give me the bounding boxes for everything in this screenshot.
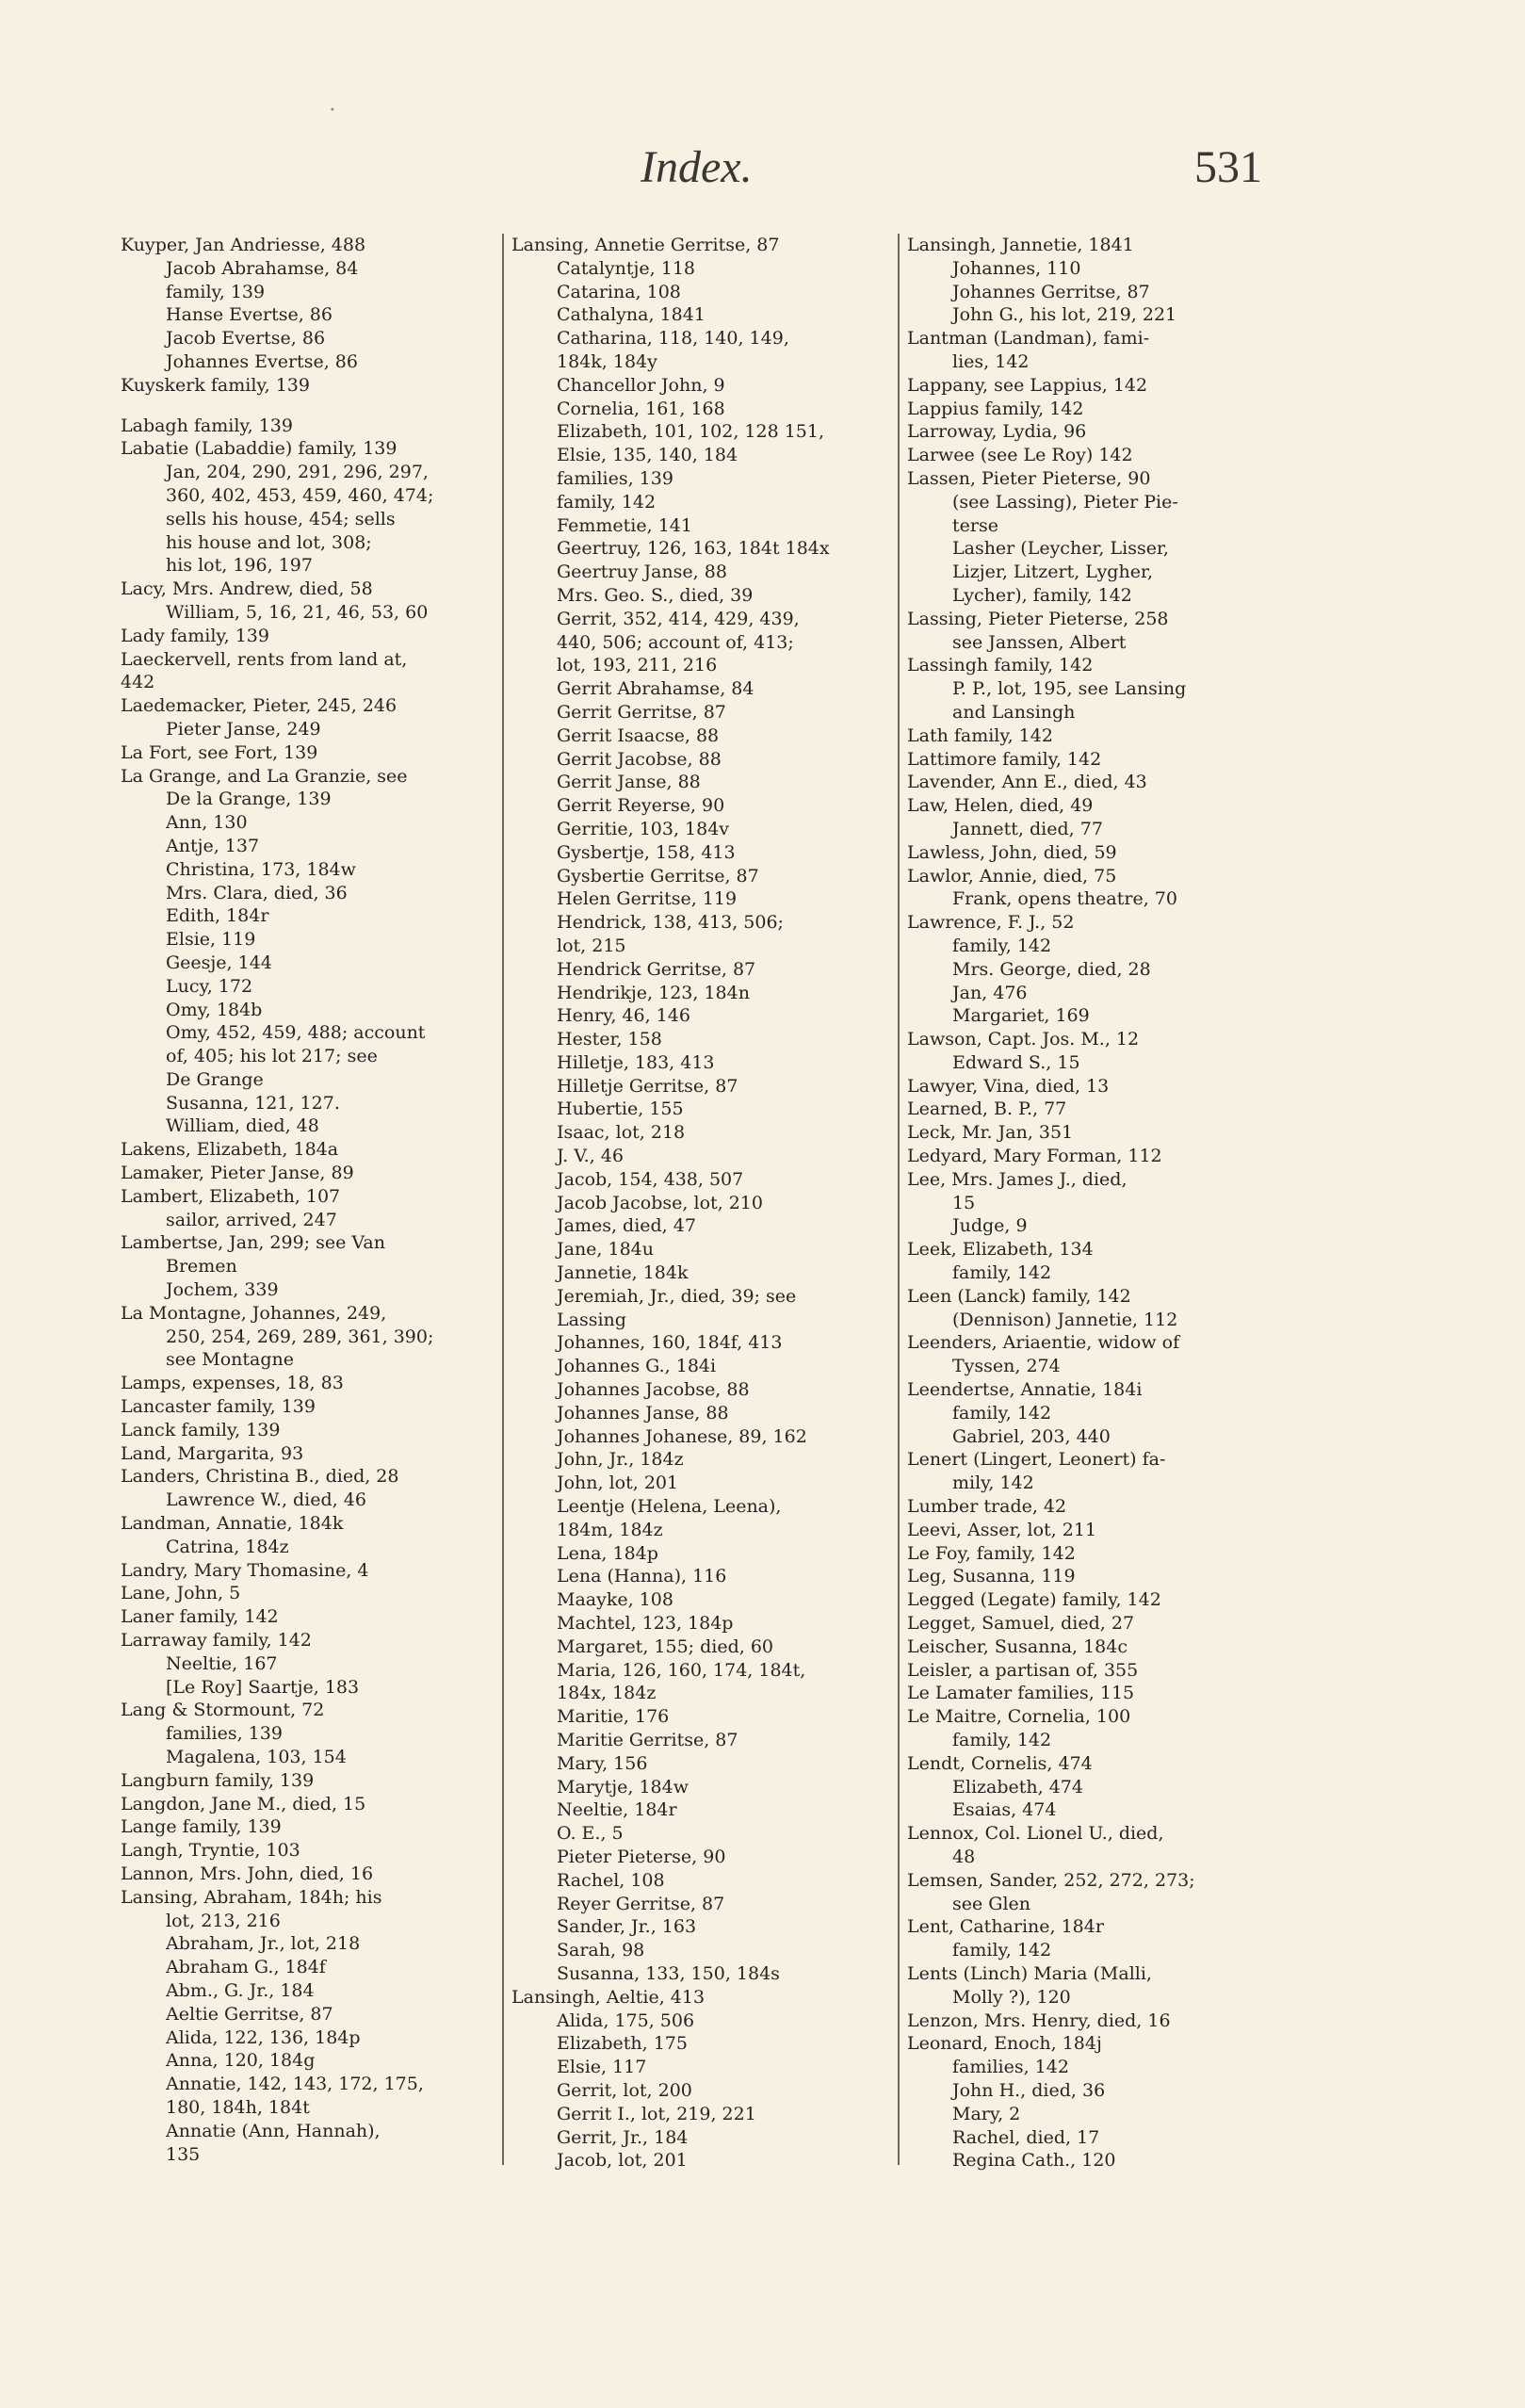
index-subentry: 135 <box>166 2143 201 2165</box>
index-entry: Legged (Legate) family, 142 <box>907 1589 1161 1611</box>
index-entry: Laedemacker, Pieter, 245, 246 <box>121 695 397 717</box>
index-entry: Legget, Samuel, died, 27 <box>907 1613 1135 1635</box>
index-entry: Lane, John, 5 <box>121 1583 241 1604</box>
index-subentry: family, 142 <box>952 1730 1052 1750</box>
index-subentry: Sarah, 98 <box>557 1940 645 1961</box>
index-subentry: Johannes Johanese, 89, 162 <box>557 1425 807 1447</box>
index-subentry: Maayke, 108 <box>557 1589 673 1611</box>
index-entry: Law, Helen, died, 49 <box>907 795 1094 817</box>
index-subentry: Lawrence W., died, 46 <box>166 1489 366 1511</box>
index-subentry: Elsie, 135, 140, 184 <box>557 445 738 466</box>
index-subentry: Margariet, 169 <box>952 1005 1090 1027</box>
index-subentry: Helen Gerritse, 119 <box>557 888 738 910</box>
index-entry: Laner family, 142 <box>121 1606 279 1628</box>
index-column-3 <box>907 234 1284 2172</box>
index-entry: La Fort, see Fort, 139 <box>121 741 318 763</box>
index-entry: Leenders, Ariaentie, widow of <box>907 1332 1180 1354</box>
index-subentry: Alida, 122, 136, 184p <box>166 2026 361 2048</box>
index-entry: 442 <box>121 672 155 693</box>
index-entry: Lenert (Lingert, Leonert) fa- <box>907 1449 1166 1471</box>
index-subentry: Jannett, died, 77 <box>952 818 1103 839</box>
index-entry: Leek, Elizabeth, 134 <box>907 1239 1094 1261</box>
index-subentry: John G., his lot, 219, 221 <box>952 304 1177 326</box>
index-entry: Leg, Susanna, 119 <box>907 1566 1076 1587</box>
index-subentry: Edith, 184r <box>166 905 269 927</box>
index-entry: Lawyer, Vina, died, 13 <box>907 1075 1110 1097</box>
index-subentry: Mrs. Geo. S., died, 39 <box>557 584 754 606</box>
index-subentry: Molly ?), 120 <box>952 1986 1071 2008</box>
index-subentry: Rachel, died, 17 <box>952 2126 1100 2148</box>
index-subentry: Chancellor John, 9 <box>557 374 725 396</box>
index-subentry: Elizabeth, 175 <box>557 2033 688 2055</box>
index-subentry: Gerrit Gerritse, 87 <box>557 701 726 723</box>
index-subentry: Bremen <box>166 1256 237 1277</box>
index-subentry: Jane, 184u <box>557 1239 655 1261</box>
index-subentry: Lasher (Leycher, Lisser, <box>952 538 1169 560</box>
index-subentry: Magalena, 103, 154 <box>166 1747 347 1767</box>
index-subentry: his house and lot, 308; <box>166 531 372 553</box>
index-subentry: of, 405; his lot 217; see <box>166 1046 378 1067</box>
index-subentry: 184x, 184z <box>557 1683 657 1704</box>
index-entry: Leischer, Susanna, 184c <box>907 1635 1128 1657</box>
index-subentry: Jacob, 154, 438, 507 <box>557 1168 744 1190</box>
index-subentry: Hendrikje, 123, 184n <box>557 982 750 1003</box>
index-subentry: Elizabeth, 101, 102, 128 151, <box>557 421 825 443</box>
index-subentry: Lassing <box>557 1309 626 1330</box>
index-subentry: 15 <box>952 1192 976 1213</box>
index-entry: La Montagne, Johannes, 249, <box>121 1302 387 1324</box>
index-subentry: Mary, 2 <box>952 2103 1021 2124</box>
index-subentry: Rachel, 108 <box>557 1869 665 1891</box>
index-entry: Lemsen, Sander, 252, 272, 273; <box>907 1869 1195 1891</box>
index-entry: Leisler, a partisan of, 355 <box>907 1659 1139 1681</box>
index-subentry: John, lot, 201 <box>557 1472 679 1494</box>
index-subentry: Abraham, Jr., lot, 218 <box>166 1933 361 1955</box>
index-subentry: Ann, 130 <box>166 812 248 834</box>
index-entry: Le Foy, family, 142 <box>907 1542 1076 1564</box>
index-subentry: Hilletje Gerritse, 87 <box>557 1075 738 1097</box>
index-entry: La Grange, and La Granzie, see <box>121 765 408 787</box>
index-subentry: William, died, 48 <box>166 1115 319 1137</box>
index-subentry: Gerrit Janse, 88 <box>557 772 701 793</box>
index-entry: Le Lamater families, 115 <box>907 1683 1135 1704</box>
index-subentry: O. E., 5 <box>557 1823 624 1845</box>
running-title: Index. <box>641 142 753 192</box>
index-subentry: families, 139 <box>557 467 673 489</box>
index-subentry: Hendrick Gerritse, 87 <box>557 958 756 980</box>
index-entry: Larraway family, 142 <box>121 1630 312 1651</box>
index-subentry: Jan, 204, 290, 291, 296, 297, <box>166 462 429 483</box>
index-subentry: Jacob, lot, 201 <box>557 2150 688 2172</box>
index-subentry: Geertruy, 126, 163, 184t 184x <box>557 538 830 560</box>
index-subentry: Annatie (Ann, Hannah), <box>166 2120 381 2141</box>
index-entry: Lansing, Annetie Gerritse, 87 <box>511 235 780 255</box>
index-entry: Lansing, Abraham, 184h; his <box>121 1886 382 1908</box>
index-subentry: Abraham G., 184f <box>166 1957 326 1978</box>
index-subentry: see Montagne <box>166 1349 295 1371</box>
index-subentry: Gerrit, Jr., 184 <box>557 2126 689 2148</box>
index-subentry: Maria, 126, 160, 174, 184t, <box>557 1659 806 1681</box>
index-subentry: Tyssen, 274 <box>952 1356 1061 1377</box>
index-entry: Landman, Annatie, 184k <box>121 1513 344 1535</box>
index-subentry: Lucy, 172 <box>166 975 253 997</box>
index-entry: Lambertse, Jan, 299; see Van <box>121 1232 385 1254</box>
index-subentry: lot, 213, 216 <box>166 1910 281 1931</box>
index-subentry: Judge, 9 <box>952 1215 1028 1237</box>
index-subentry: 250, 254, 269, 289, 361, 390; <box>166 1326 434 1347</box>
index-subentry: Omy, 184b <box>166 999 263 1020</box>
index-entry: Lanck family, 139 <box>121 1419 281 1440</box>
index-subentry: Sander, Jr., 163 <box>557 1916 697 1938</box>
index-subentry: Alida, 175, 506 <box>557 2009 695 2031</box>
index-subentry: De Grange <box>166 1068 264 1090</box>
index-entry: Lent, Catharine, 184r <box>907 1916 1104 1938</box>
index-subentry: lies, 142 <box>952 350 1030 372</box>
index-subentry: Jan, 476 <box>952 982 1028 1003</box>
index-entry: Lawson, Capt. Jos. M., 12 <box>907 1029 1140 1050</box>
index-subentry: Geesje, 144 <box>166 952 272 973</box>
index-subentry: 180, 184h, 184t <box>166 2096 310 2118</box>
index-entry: Lawrence, F. J., 52 <box>907 912 1075 934</box>
index-entry: Langdon, Jane M., died, 15 <box>121 1793 366 1814</box>
index-subentry: Johannes Jacobse, 88 <box>557 1379 750 1401</box>
index-subentry: Gysbertje, 158, 413 <box>557 841 736 863</box>
index-subentry: Geertruy Janse, 88 <box>557 561 727 583</box>
index-subentry: Elizabeth, 474 <box>952 1776 1083 1798</box>
index-subentry: Frank, opens theatre, 70 <box>952 888 1177 910</box>
index-entry: Learned, B. P., 77 <box>907 1098 1067 1120</box>
index-entry: Lassen, Pieter Pieterse, 90 <box>907 467 1151 489</box>
index-subentry: Annatie, 142, 143, 172, 175, <box>166 2074 424 2095</box>
index-subentry: John, Jr., 184z <box>557 1449 684 1471</box>
index-subentry: Johannes Gerritse, 87 <box>952 281 1150 302</box>
index-subentry: families, 139 <box>166 1723 283 1745</box>
index-entry: Lange family, 139 <box>121 1816 282 1838</box>
index-entry: Leendertse, Annatie, 184i <box>907 1379 1143 1401</box>
index-entry: Larwee (see Le Roy) 142 <box>907 445 1133 466</box>
index-subentry: Gerrit, 352, 414, 429, 439, <box>557 608 800 629</box>
index-entry: Leonard, Enoch, 184j <box>907 2033 1102 2055</box>
index-entry: Lavender, Ann E., died, 43 <box>907 772 1147 793</box>
index-subentry: sailor, arrived, 247 <box>166 1209 337 1230</box>
index-subentry: 48 <box>952 1846 976 1867</box>
index-subentry: 360, 402, 453, 459, 460, 474; <box>166 484 434 506</box>
index-subentry: Pieter Pieterse, 90 <box>557 1846 726 1867</box>
index-entry: Leevi, Asser, lot, 211 <box>907 1519 1097 1540</box>
index-subentry: Lycher), family, 142 <box>952 584 1132 606</box>
index-subentry: Gerritie, 103, 184v <box>557 818 730 839</box>
index-subentry: Esaias, 474 <box>952 1799 1057 1821</box>
index-subentry: Hester, 158 <box>557 1029 662 1050</box>
index-entry: Kuyper, Jan Andriesse, 488 <box>121 235 366 255</box>
index-subentry: and Lansingh <box>952 701 1076 723</box>
index-subentry: Maritie Gerritse, 87 <box>557 1730 738 1750</box>
index-subentry: Mary, 156 <box>557 1752 648 1774</box>
index-column-1 <box>121 234 497 2166</box>
index-entry: Lassingh family, 142 <box>907 655 1094 676</box>
index-entry: Lady family, 139 <box>121 625 269 646</box>
index-subentry: Margaret, 155; died, 60 <box>557 1635 774 1657</box>
column-rule <box>898 234 900 2165</box>
index-subentry: Neeltie, 184r <box>557 1799 677 1821</box>
index-subentry: Hendrick, 138, 413, 506; <box>557 912 784 934</box>
index-subentry: Johannes, 110 <box>952 257 1081 279</box>
index-subentry: Neeltie, 167 <box>166 1652 278 1674</box>
index-subentry: Abm., G. Jr., 184 <box>166 1979 315 2001</box>
index-entry: Lantman (Landman), fami- <box>907 328 1150 350</box>
index-subentry: Machtel, 123, 184p <box>557 1613 734 1635</box>
index-subentry: P. P., lot, 195, see Lansing <box>952 678 1187 700</box>
index-subentry: Gerrit Reyerse, 90 <box>557 795 725 817</box>
index-subentry: Gerrit Isaacse, 88 <box>557 724 720 746</box>
index-entry: Le Maitre, Cornelia, 100 <box>907 1706 1131 1728</box>
index-subentry: (Dennison) Jannetie, 112 <box>952 1309 1178 1330</box>
index-subentry: his lot, 196, 197 <box>166 555 313 577</box>
index-subentry: lot, 193, 211, 216 <box>557 655 718 676</box>
index-entry: Lath family, 142 <box>907 724 1053 746</box>
index-subentry: John H., died, 36 <box>952 2079 1106 2101</box>
index-subentry: Catharina, 118, 140, 149, <box>557 328 789 350</box>
index-entry: Lennox, Col. Lionel U., died, <box>907 1823 1164 1845</box>
index-subentry: sells his house, 454; sells <box>166 508 396 529</box>
index-subentry: family, 142 <box>952 1262 1052 1284</box>
index-subentry: Jacob Evertse, 86 <box>166 328 326 350</box>
index-entry: Lansingh, Jannetie, 1841 <box>907 235 1134 255</box>
index-subentry: 440, 506; account of, 413; <box>557 631 794 653</box>
index-subentry: Susanna, 133, 150, 184s <box>557 1962 780 1984</box>
index-subentry: Jacob Abrahamse, 84 <box>166 257 359 279</box>
index-subentry: Maritie, 176 <box>557 1706 670 1728</box>
index-subentry: Gerrit Jacobse, 88 <box>557 748 722 770</box>
index-subentry: Jacob Jacobse, lot, 210 <box>557 1192 763 1213</box>
index-subentry: Regina Cath., 120 <box>952 2150 1116 2172</box>
index-subentry: Lena, 184p <box>557 1542 658 1564</box>
index-entry: Lappany, see Lappius, 142 <box>907 374 1148 396</box>
index-entry: Lacy, Mrs. Andrew, died, 58 <box>121 578 373 600</box>
index-subentry: Jeremiah, Jr., died, 39; see <box>557 1285 797 1307</box>
index-subentry: Hanse Evertse, 86 <box>166 304 333 326</box>
index-entry: Laeckervell, rents from land at, <box>121 648 408 670</box>
index-subentry: see Glen <box>952 1893 1031 1914</box>
index-entry: Leck, Mr. Jan, 351 <box>907 1122 1074 1144</box>
index-entry: Lang & Stormount, 72 <box>121 1700 325 1721</box>
index-entry: Lawlor, Annie, died, 75 <box>907 865 1117 887</box>
index-subentry: Gerrit, lot, 200 <box>557 2079 692 2101</box>
index-subentry: Edward S., 15 <box>952 1051 1080 1073</box>
index-subentry: Henry, 46, 146 <box>557 1005 690 1027</box>
index-subentry: family, 142 <box>952 1940 1052 1961</box>
index-entry: Lannon, Mrs. John, died, 16 <box>121 1863 374 1884</box>
index-entry: Landers, Christina B., died, 28 <box>121 1466 399 1488</box>
index-entry: Lawless, John, died, 59 <box>907 841 1117 863</box>
index-subentry: terse <box>952 514 998 536</box>
index-subentry: Johannes Janse, 88 <box>557 1402 729 1424</box>
index-subentry: Gerrit I., lot, 219, 221 <box>557 2103 756 2124</box>
index-subentry: 184m, 184z <box>557 1519 663 1540</box>
index-subentry: Cornelia, 161, 168 <box>557 398 725 419</box>
index-subentry: Cathalyna, 1841 <box>557 304 706 326</box>
index-entry: Lancaster family, 139 <box>121 1396 316 1418</box>
column-rule <box>502 234 504 2165</box>
index-subentry: mily, 142 <box>952 1472 1034 1494</box>
index-subentry: Gabriel, 203, 440 <box>952 1425 1111 1447</box>
index-entry: Lamaker, Pieter Janse, 89 <box>121 1163 354 1184</box>
index-subentry: Marytje, 184w <box>557 1776 689 1798</box>
page-header <box>0 141 1525 207</box>
index-subentry: Jannetie, 184k <box>557 1262 689 1284</box>
index-subentry: Omy, 452, 459, 488; account <box>166 1022 426 1044</box>
index-entry: Lumber trade, 42 <box>907 1496 1067 1518</box>
index-entry: Lappius family, 142 <box>907 398 1084 419</box>
index-subentry: family, 139 <box>166 281 266 302</box>
index-subentry: Hilletje, 183, 413 <box>557 1051 715 1073</box>
index-subentry: family, 142 <box>952 935 1052 956</box>
index-subentry: Susanna, 121, 127. <box>166 1092 340 1114</box>
index-entry: Land, Margarita, 93 <box>121 1442 304 1464</box>
index-subentry: Femmetie, 141 <box>557 514 692 536</box>
index-subentry: Gerrit Abrahamse, 84 <box>557 678 754 700</box>
index-subentry: Lena (Hanna), 116 <box>557 1566 727 1587</box>
index-entry: Lamps, expenses, 18, 83 <box>121 1373 344 1394</box>
index-entry: Ledyard, Mary Forman, 112 <box>907 1146 1162 1167</box>
index-subentry: 184k, 184y <box>557 350 657 372</box>
index-entry: Lansingh, Aeltie, 413 <box>511 1986 706 2008</box>
index-subentry: Catalyntje, 118 <box>557 257 695 279</box>
index-entry: Landry, Mary Thomasine, 4 <box>121 1559 369 1581</box>
index-subentry: Leentje (Helena, Leena), <box>557 1496 782 1518</box>
index-subentry: [Le Roy] Saartje, 183 <box>166 1676 360 1698</box>
index-subentry: Hubertie, 155 <box>557 1098 684 1120</box>
index-subentry: Gysbertie Gerritse, 87 <box>557 865 759 887</box>
index-subentry: Christina, 173, 184w <box>166 858 356 880</box>
index-subentry: Antje, 137 <box>166 835 260 856</box>
index-subentry: Isaac, lot, 218 <box>557 1122 686 1144</box>
page-speck: • <box>330 106 335 116</box>
index-subentry: J. V., 46 <box>557 1146 624 1167</box>
index-subentry: families, 142 <box>952 2057 1069 2078</box>
index-entry: Langburn family, 139 <box>121 1769 315 1791</box>
index-entry: Lee, Mrs. James J., died, <box>907 1168 1128 1190</box>
index-subentry: Catarina, 108 <box>557 281 681 302</box>
index-entry: Labagh family, 139 <box>121 415 293 436</box>
index-entry: Kuyskerk family, 139 <box>121 374 310 396</box>
index-subentry: Catrina, 184z <box>166 1536 289 1557</box>
index-subentry: Aeltie Gerritse, 87 <box>166 2003 333 2025</box>
index-subentry: Anna, 120, 184g <box>166 2050 316 2072</box>
index-entry: Labatie (Labaddie) family, 139 <box>121 438 397 460</box>
index-subentry: James, died, 47 <box>557 1215 696 1237</box>
index-subentry: Mrs. George, died, 28 <box>952 958 1151 980</box>
index-subentry: Jochem, 339 <box>166 1279 279 1301</box>
index-entry: Lambert, Elizabeth, 107 <box>121 1185 341 1207</box>
index-subentry: Johannes G., 184i <box>557 1356 717 1377</box>
index-subentry: Johannes Evertse, 86 <box>166 350 358 372</box>
index-entry: Lendt, Cornelis, 474 <box>907 1752 1093 1774</box>
index-subentry: family, 142 <box>557 491 657 513</box>
index-subentry: see Janssen, Albert <box>952 631 1127 653</box>
index-entry: Lenzon, Mrs. Henry, died, 16 <box>907 2009 1171 2031</box>
index-subentry: Reyer Gerritse, 87 <box>557 1893 725 1914</box>
index-subentry: Elsie, 117 <box>557 2057 647 2078</box>
index-column-2 <box>511 234 888 2172</box>
index-subentry: Lizjer, Litzert, Lygher, <box>952 561 1153 583</box>
index-entry: Lents (Linch) Maria (Malli, <box>907 1962 1152 1984</box>
index-subentry: Johannes, 160, 184f, 413 <box>557 1332 783 1354</box>
index-entry: Lakens, Elizabeth, 184a <box>121 1139 339 1161</box>
index-subentry: De la Grange, 139 <box>166 789 332 810</box>
page-number: 531 <box>1194 142 1262 192</box>
index-subentry: lot, 215 <box>557 935 626 956</box>
index-entry: Leen (Lanck) family, 142 <box>907 1285 1131 1307</box>
index-subentry: (see Lassing), Pieter Pie- <box>952 491 1178 513</box>
index-subentry: family, 142 <box>952 1402 1052 1424</box>
index-subentry: Pieter Janse, 249 <box>166 718 321 740</box>
index-entry: Larroway, Lydia, 96 <box>907 421 1087 443</box>
index-entry: Langh, Tryntie, 103 <box>121 1840 300 1862</box>
index-entry: Lassing, Pieter Pieterse, 258 <box>907 608 1169 629</box>
index-entry: Lattimore family, 142 <box>907 748 1102 770</box>
index-subentry: William, 5, 16, 21, 46, 53, 60 <box>166 601 429 623</box>
index-subentry: Elsie, 119 <box>166 929 256 951</box>
index-subentry: Mrs. Clara, died, 36 <box>166 882 348 903</box>
